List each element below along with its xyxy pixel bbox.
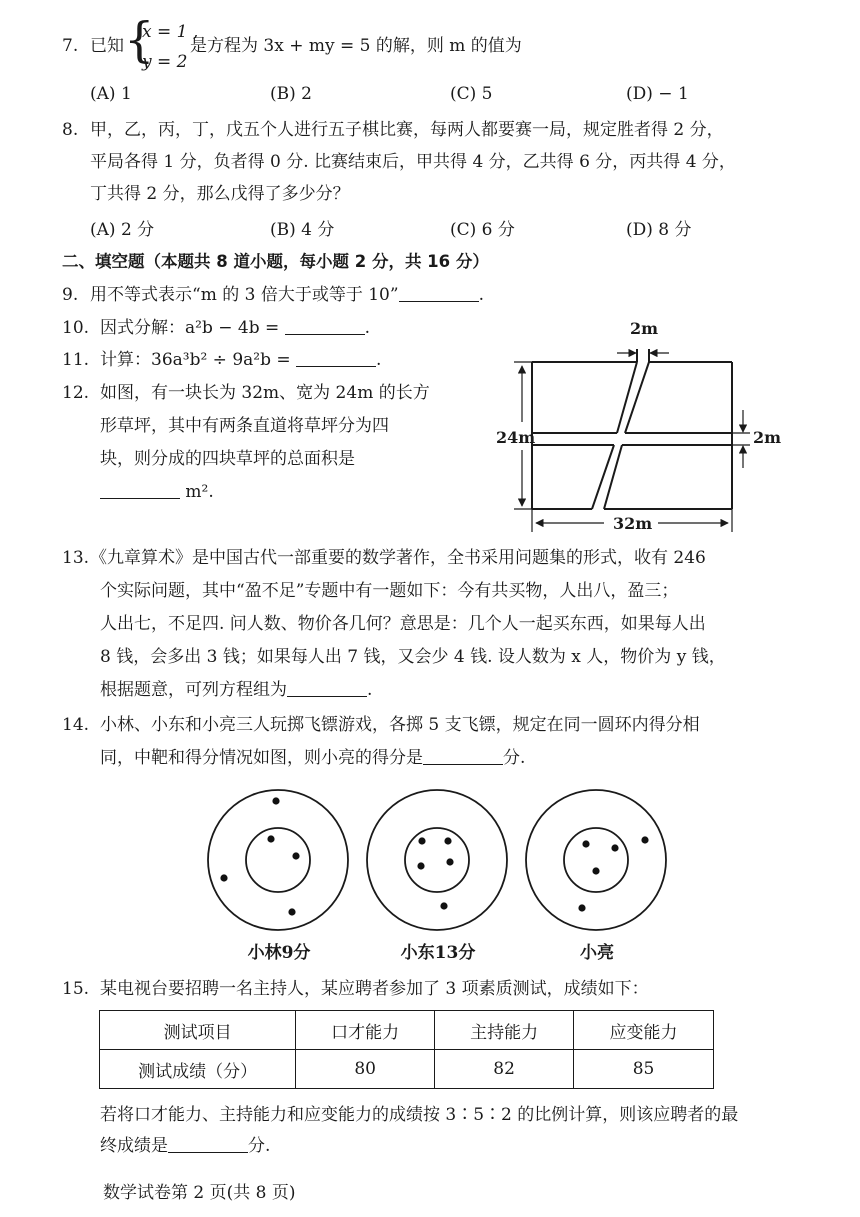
target-outer-ring [526, 790, 666, 930]
label-road-width: 2m [753, 428, 782, 447]
q13-number: 13. [62, 548, 90, 568]
q8-number: 8. [62, 120, 79, 140]
q13-line: 个实际问题，其中“盈不足”专题中有一题如下：今有共买物，人出八，盈三； [100, 581, 679, 601]
q14-answer-blank[interactable] [423, 748, 503, 765]
q12-answer-blank[interactable] [100, 482, 180, 499]
q8-option-a[interactable]: (A) 2 分 [90, 220, 155, 240]
score-table [99, 1010, 714, 1089]
q15-intro: 某电视台要招聘一名主持人，某应聘者参加了 3 项素质测试，成绩如下： [100, 979, 649, 999]
target-inner-ring [246, 828, 310, 892]
q10-stem: 因式分解：a²b − 4b = [100, 318, 280, 338]
q15-last-line [100, 1134, 270, 1158]
q7-equation-2: y = 2 [142, 52, 188, 72]
road-s-right-lower [604, 445, 622, 509]
q14-line: 小林、小东和小亮三人玩掷飞镖游戏，各掷 5 支飞镖，规定在同一圆环内得分相 [100, 715, 700, 735]
q15-stem-end: 终成绩是 [100, 1136, 168, 1156]
q14-last-line [100, 746, 525, 770]
target-inner-ring [564, 828, 628, 892]
q9-number: 9. [62, 285, 79, 305]
table-header-row [100, 1011, 714, 1050]
table-header-cell: 应变能力 [574, 1011, 714, 1050]
q8-line: 平局各得 1 分，负者得 0 分. 比赛结束后，甲共得 4 分，乙共得 6 分，丙共得 4 分， [90, 152, 736, 172]
dart-hit [272, 797, 279, 804]
dart-hit [578, 904, 585, 911]
target-outer-ring [208, 790, 348, 930]
page-footer: 数学试卷第 2 页(共 8 页) [103, 1183, 296, 1203]
q10-period: . [364, 318, 371, 338]
q12-line: 块，则分成的四块草坪的总面积是 [100, 449, 355, 469]
system-brace-icon: { [124, 12, 155, 68]
q9-text [90, 283, 484, 307]
q15-answer-blank[interactable] [168, 1136, 248, 1153]
dart-hit [267, 835, 274, 842]
q10-number: 10. [62, 318, 90, 338]
target-inner-ring [405, 828, 469, 892]
q11-text [100, 348, 381, 372]
road-s-left-lower [592, 445, 614, 509]
q11-number: 11. [62, 350, 90, 370]
q7-option-d[interactable]: (D) − 1 [626, 84, 689, 104]
road-s-left-upper [617, 362, 637, 433]
q14-number: 14. [62, 715, 90, 735]
table-header-cell: 口才能力 [296, 1011, 435, 1050]
q7-option-a[interactable]: (A) 1 [90, 84, 132, 104]
dart-hit [582, 840, 589, 847]
q7-prefix: 已知 [90, 36, 124, 56]
lawn-figure [492, 312, 792, 544]
q12-tail [100, 480, 214, 504]
q7-stem: 是方程为 3x + my = 5 的解，则 m 的值为 [190, 36, 522, 56]
dart-targets [200, 780, 670, 970]
table-row [100, 1050, 714, 1089]
q8-option-d[interactable]: (D) 8 分 [626, 220, 692, 240]
q7-options [90, 84, 790, 108]
label-top-width: 2m [630, 319, 659, 338]
q8-line: 甲，乙，丙，丁，戊五个人进行五子棋比赛，每两人都要赛一局，规定胜者得 2 分， [90, 120, 724, 140]
q13-last-line [100, 678, 372, 702]
q12-number: 12. [62, 383, 90, 403]
q13-line: 《九章算术》是中国古代一部重要的数学著作，全书采用问题集的形式，收有 246 [90, 548, 706, 568]
q9-stem: 用不等式表示“m 的 3 倍大于或等于 10” [90, 285, 399, 305]
q14-stem-end: 同，中靶和得分情况如图，则小亮的得分是 [100, 748, 423, 768]
q8-options [90, 215, 790, 239]
q12-line: 如图，有一块长为 32m、宽为 24m 的长方 [100, 383, 430, 403]
dart-hit [292, 852, 299, 859]
dart-hit [220, 874, 227, 881]
q7-option-b[interactable]: (B) 2 [270, 84, 312, 104]
q13-line: 人出七，不足四. 问人数、物价各几何？意思是：几个人一起买东西，如果每人出 [100, 614, 706, 634]
label-height: 24m [496, 428, 536, 447]
dart-hit [418, 837, 425, 844]
dart-hit [446, 858, 453, 865]
q9-period: . [478, 285, 484, 305]
section-heading: 二、填空题（本题共 8 道小题，每小题 2 分，共 16 分） [62, 252, 489, 271]
q15-unit: 分. [248, 1136, 271, 1156]
dart-hit [288, 908, 295, 915]
dart-hit [641, 836, 648, 843]
target-label-xiaoliang: 小亮 [580, 943, 614, 963]
q11-stem: 计算：36a³b² ÷ 9a²b = [100, 350, 291, 370]
dart-hit [611, 844, 618, 851]
q15-after-line: 若将口才能力、主持能力和应变能力的成绩按 3∶5∶2 的比例计算，则该应聘者的最 [100, 1105, 739, 1125]
q13-answer-blank[interactable] [287, 680, 367, 697]
q13-period: . [367, 680, 373, 700]
table-header-cell: 测试项目 [100, 1011, 296, 1050]
q8-option-c[interactable]: (C) 6 分 [450, 220, 515, 240]
q7-number: 7. [62, 36, 79, 56]
label-width: 32m [613, 514, 653, 533]
q13-stem-end: 根据题意，可列方程组为 [100, 680, 287, 700]
q11-answer-blank[interactable] [296, 350, 376, 367]
q14-unit: 分. [503, 748, 526, 768]
q12-unit: m². [185, 482, 214, 502]
q10-answer-blank[interactable] [285, 318, 365, 335]
q8-option-b[interactable]: (B) 4 分 [270, 220, 335, 240]
table-cell: 82 [435, 1050, 574, 1089]
target-label-xiaolin: 小林9分 [247, 943, 311, 963]
dart-hit [440, 902, 447, 909]
q12-line: 形草坪，其中有两条直道将草坪分为四 [100, 416, 389, 436]
q8-line: 丁共得 2 分，那么戊得了多少分？ [90, 184, 350, 204]
dart-hit [592, 867, 599, 874]
q7-option-c[interactable]: (C) 5 [450, 84, 493, 104]
q15-number: 15. [62, 979, 90, 999]
table-cell: 测试成绩（分） [100, 1050, 296, 1089]
road-s-right-upper [625, 362, 649, 433]
q13-line: 8 钱，会多出 3 钱；如果每人出 7 钱，又会少 4 钱. 设人数为 x 人，物价为 y 钱， [100, 647, 726, 667]
dart-hit [444, 837, 451, 844]
table-cell: 85 [574, 1050, 714, 1089]
q7-equation-1: x = 1 , [142, 22, 199, 42]
target-outer-ring [367, 790, 507, 930]
table-header-cell: 主持能力 [435, 1011, 574, 1050]
table-cell: 80 [296, 1050, 435, 1089]
dart-hit [417, 862, 424, 869]
q9-answer-blank[interactable] [399, 285, 479, 302]
q11-period: . [376, 350, 382, 370]
target-label-xiaodong: 小东13分 [400, 943, 476, 963]
q10-text [100, 316, 370, 340]
